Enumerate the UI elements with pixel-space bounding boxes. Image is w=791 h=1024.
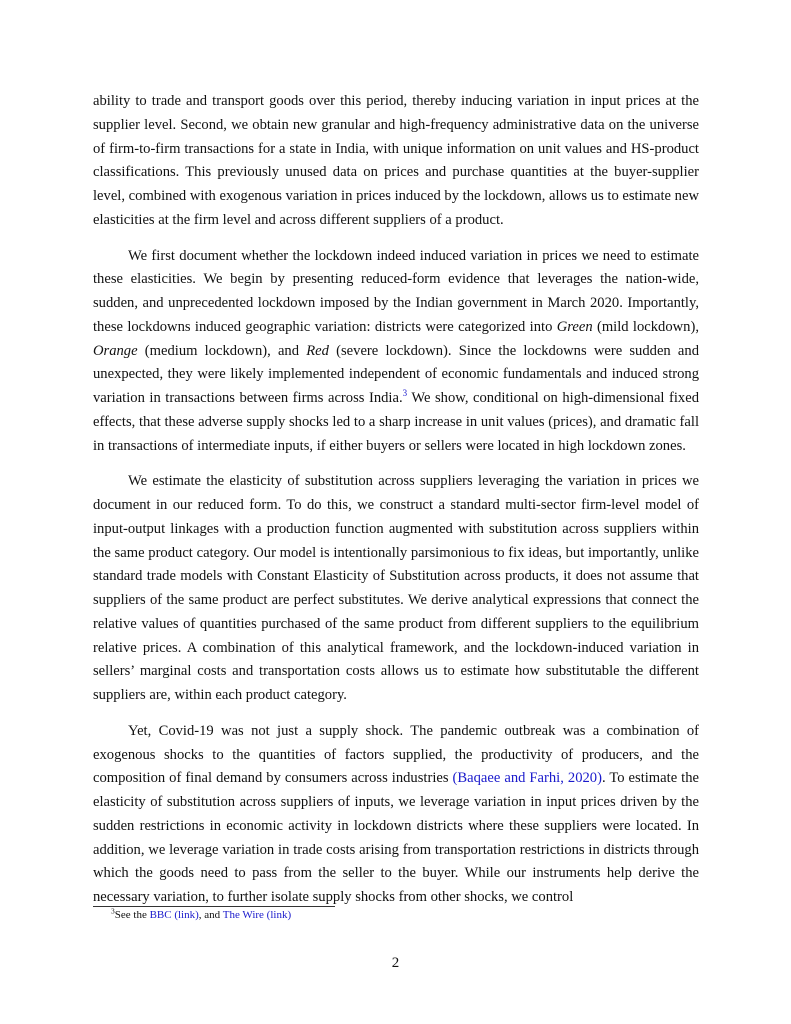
paragraph-1 <box>93 90 699 233</box>
page-body <box>93 90 699 910</box>
paragraph-2-text-b: (mild lockdown), <box>592 318 699 335</box>
paragraph-4-text-a: Yet, Covid-19 was not just a supply shock. The pandemic outbreak was a combination of exogenous shocks to the quantities of factors supplied, the productivity of producers, and the composition of final demand by consumers across industries <box>93 722 699 787</box>
the-wire-link[interactable]: The Wire (link) <box>222 909 292 921</box>
paragraph-3-text: We estimate the elasticity of substitution across suppliers leveraging the variation in prices we document in our reduced form. To do this, we construct a standard multi-sector firm-level model of input-output linkages with a production function augmented with substitution across suppliers within the same product category. Our model is intentionally parsimonious to fix ideas, but importantly, unlike standard trade models with Constant Elasticity of Substitution across products, it does not assume that suppliers of the same product are perfect substitutes. We derive analytical expressions that connect the relative values of quantities purchased of the same product from different suppliers to the equilibrium relative prices. A combination of this analytical framework, and the lockdown-induced variation in sellers’ marginal costs and transportation costs allows us to estimate how substitutable the different suppliers are, within each product category. <box>93 473 699 703</box>
paragraph-2-text-d: (severe lockdown). Since the lockdowns were sudden and unexpected, they were likely implemented independent of economic fundamentals and induced strong variation in transactions between firms across India. <box>93 342 699 406</box>
zone-orange: Orange <box>93 342 138 359</box>
bbc-link[interactable]: BBC (link) <box>149 909 199 921</box>
paragraph-2-text-e: We show, conditional on high-dimensional fixed effects, that these adverse supply shocks led to a sharp increase in unit values (prices), and dramatic fall in transactions of intermediate inputs, if either buyers or sellers were located in high lockdown zones. <box>93 390 699 454</box>
citation-link[interactable]: (Baqaee and Farhi, 2020) <box>452 770 602 787</box>
footnote-marker: 3 <box>111 906 115 916</box>
paragraph-2-text-a: We first document whether the lockdown indeed induced variation in prices we need to estimate these elasticities. We begin by presenting reduced-form evidence that leverages the nation-wide, sudden, and unprecedented lockdown imposed by the Indian government in March 2020. Importantly, these lockdowns induced geographic variation: districts were categorized into <box>93 247 699 335</box>
footnote <box>111 908 291 922</box>
paragraph-1-text: ability to trade and transport goods over this period, thereby inducing variation in input prices at the supplier level. Second, we obtain new granular and high-frequency administrative data on the universe of firm-to-firm transactions for a state in India, with unique information on unit values and HS-product classifications. This previously unused data on prices and purchase quantities at the buyer-supplier level, combined with exogenous variation in prices induced by the lockdown, allows us to estimate new elasticities at the firm level and across different suppliers of a product. <box>93 93 699 228</box>
footnote-prefix: See the <box>114 909 150 921</box>
paragraph-3 <box>93 470 699 708</box>
footnote-middle: , and <box>198 909 223 921</box>
zone-red: Red <box>306 342 329 359</box>
footnote-reference[interactable]: 3 <box>402 388 408 399</box>
paragraph-4-text-b: . To estimate the elasticity of substitution across suppliers of inputs, we leverage variation in input prices driven by the sudden restrictions in economic activity in lockdown districts where these suppliers were located. In addition, we leverage variation in trade costs arising from transportation restrictions in districts through which the goods need to pass from the seller to the buyer. While our instruments help derive the necessary variation, to further isolate supply shocks from other shocks, we control <box>93 770 700 905</box>
page-number: 2 <box>391 955 400 971</box>
footnote-divider <box>93 906 335 907</box>
zone-green: Green <box>556 318 593 335</box>
paragraph-4 <box>93 720 699 910</box>
paragraph-2 <box>93 245 699 459</box>
paragraph-2-text-c: (medium lockdown), and <box>137 342 307 359</box>
